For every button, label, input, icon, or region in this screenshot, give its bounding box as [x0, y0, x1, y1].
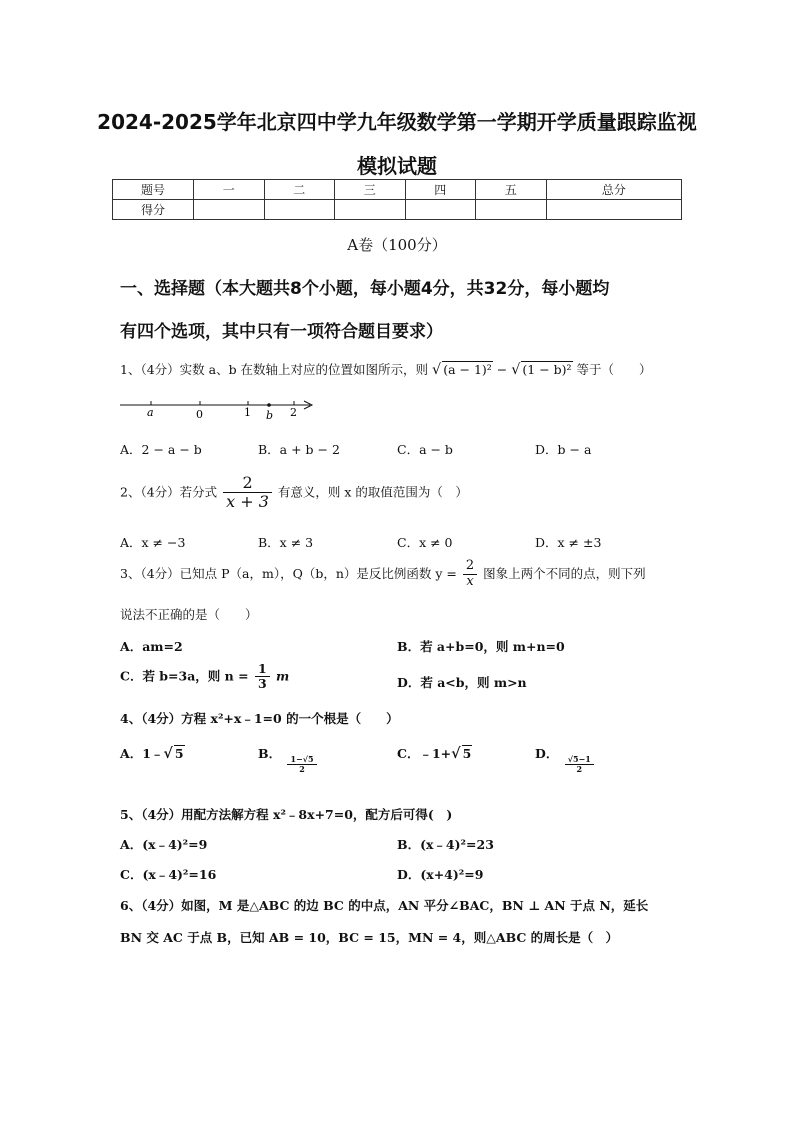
fraction-denominator: 2 [299, 764, 305, 774]
q1-option-c[interactable]: C．a − b [397, 442, 453, 457]
q1-option-d[interactable]: D．b − a [535, 442, 592, 457]
fraction-denominator: 3 [257, 676, 267, 692]
question-3-fraction [463, 559, 477, 590]
question-3-suffix: 图象上两个不同的点，则下列 [483, 565, 646, 581]
question-1-prefix: 1、（4分）实数 a、b 在数轴上对应的位置如图所示，则 [120, 362, 429, 377]
question-2-suffix: 有意义，则 x 的取值范围为（ ） [277, 484, 468, 500]
number-line-label-2: 2 [290, 406, 297, 419]
title-line-2: 模拟试题 [357, 154, 437, 178]
score-input-cell[interactable] [335, 200, 406, 220]
q2-option-a[interactable]: A．x ≠ −3 [120, 535, 186, 550]
question-1 [120, 360, 652, 378]
question-1-suffix: 等于（ ） [576, 362, 652, 377]
question-1-minus: − [496, 362, 508, 377]
q3-option-c[interactable] [120, 662, 289, 692]
question-5: 5、（4分）用配方法解方程 x²﹣8x+7=0，配方后可得( ) [120, 807, 453, 822]
q4-option-d[interactable] [535, 744, 596, 774]
score-input-cell[interactable] [546, 200, 682, 220]
radical-icon: √ [451, 746, 461, 762]
q3-option-c-tail: m [276, 668, 290, 684]
score-table-score-row [113, 200, 682, 220]
q4-option-a[interactable] [120, 744, 185, 762]
score-header-cell: 五 [476, 180, 547, 200]
q3-option-a[interactable]: A．am=2 [120, 639, 183, 654]
question-3-prefix: 3、（4分）已知点 P（a，m），Q（b，n）是反比例函数 y = [120, 565, 457, 581]
fraction-denominator: 2 [576, 764, 583, 774]
q5-option-d[interactable]: D．(x+4)²=9 [397, 867, 484, 882]
q5-option-c[interactable]: C．(x﹣4)²=16 [120, 867, 217, 882]
q4-option-b-fraction [287, 755, 316, 774]
q4-option-c[interactable] [397, 744, 472, 762]
score-input-cell[interactable] [194, 200, 265, 220]
question-1-expr-b: (1 − b)² [522, 362, 572, 377]
fraction-numerator: 2 [463, 559, 477, 575]
q4-option-c-radicand: 5 [462, 746, 472, 761]
score-header-cell: 三 [335, 180, 406, 200]
q4-option-a-radicand: 5 [174, 746, 184, 761]
score-input-cell[interactable] [264, 200, 335, 220]
fraction-numerator: 2 [223, 474, 272, 493]
question-6-line-2: BN 交 AC 于点 B，已知 AB = 10，BC = 15，MN = 4，则△ABC 的周长是（ ） [120, 930, 619, 945]
score-header-cell: 二 [264, 180, 335, 200]
q1-option-b[interactable]: B．a + b − 2 [258, 442, 340, 457]
question-3 [120, 559, 646, 590]
q2-option-c[interactable]: C．x ≠ 0 [397, 535, 453, 550]
fraction-numerator: 1 [255, 662, 270, 677]
fraction-numerator: √5−1 [565, 755, 594, 765]
question-3-line-2: 说法不正确的是（ ） [120, 607, 258, 622]
score-header-cell: 一 [194, 180, 265, 200]
title-line-1: 2024-2025学年北京四中学九年级数学第一学期开学质量跟踪监视 [97, 110, 697, 134]
question-1-expr-a: (a − 1)² [443, 362, 492, 377]
question-2-prefix: 2、（4分）若分式 [120, 484, 218, 500]
score-table [112, 179, 682, 220]
score-header-cell: 题号 [113, 180, 194, 200]
score-input-cell[interactable] [405, 200, 476, 220]
score-input-cell[interactable] [476, 200, 547, 220]
q2-option-d[interactable]: D．x ≠ ±3 [535, 535, 602, 550]
score-row-label: 得分 [113, 200, 194, 220]
number-line-figure [118, 394, 318, 424]
q4-option-b-label: B． [258, 746, 282, 761]
score-header-cell: 总分 [546, 180, 682, 200]
score-table-header-row [113, 180, 682, 200]
paper-section-heading: A卷（100分） [347, 236, 447, 254]
q3-option-c-fraction [255, 662, 270, 692]
radical-icon: √ [163, 746, 173, 762]
q4-option-d-fraction [565, 755, 594, 774]
question-4: 4、（4分）方程 x²+x﹣1=0 的一个根是（ ） [120, 711, 399, 726]
number-line-label-a: a [147, 406, 154, 419]
q4-option-c-label: C．﹣1+ [397, 746, 452, 761]
number-line-label-b: b [266, 409, 274, 422]
radical-icon: √ [432, 362, 442, 378]
q5-option-b[interactable]: B．(x﹣4)²=23 [397, 837, 494, 852]
question-2-fraction [223, 474, 272, 512]
q4-option-d-label: D． [535, 746, 559, 761]
q3-option-c-label: C．若 b=3a，则 n = [120, 668, 249, 684]
q3-option-b[interactable]: B．若 a+b=0，则 m+n=0 [397, 639, 565, 654]
fraction-denominator: x + 3 [226, 492, 269, 512]
q4-option-b[interactable] [258, 744, 319, 774]
q4-option-a-label: A．1﹣ [120, 746, 164, 761]
q5-option-a[interactable]: A．(x﹣4)²=9 [120, 837, 208, 852]
number-line-label-0: 0 [196, 408, 203, 421]
q1-option-a[interactable]: A．2 − a − b [120, 442, 202, 457]
q2-option-b[interactable]: B．x ≠ 3 [258, 535, 314, 550]
question-6-line-1: 6、（4分）如图，M 是△ABC 的边 BC 的中点，AN 平分∠BAC，BN ⊥ AN 于点 N，延长 [120, 898, 649, 913]
number-line-label-1: 1 [244, 406, 251, 419]
section-heading-line-1: 一、选择题（本大题共8个小题，每小题4分，共32分，每小题均 [120, 279, 610, 299]
section-heading-line-2: 有四个选项，其中只有一项符合题目要求） [120, 322, 443, 342]
fraction-denominator: x [466, 573, 474, 589]
question-2 [120, 474, 468, 512]
radical-icon: √ [511, 362, 521, 378]
fraction-numerator: 1−√5 [287, 755, 316, 765]
score-header-cell: 四 [405, 180, 476, 200]
q3-option-d[interactable]: D．若 a<b，则 m>n [397, 675, 527, 690]
